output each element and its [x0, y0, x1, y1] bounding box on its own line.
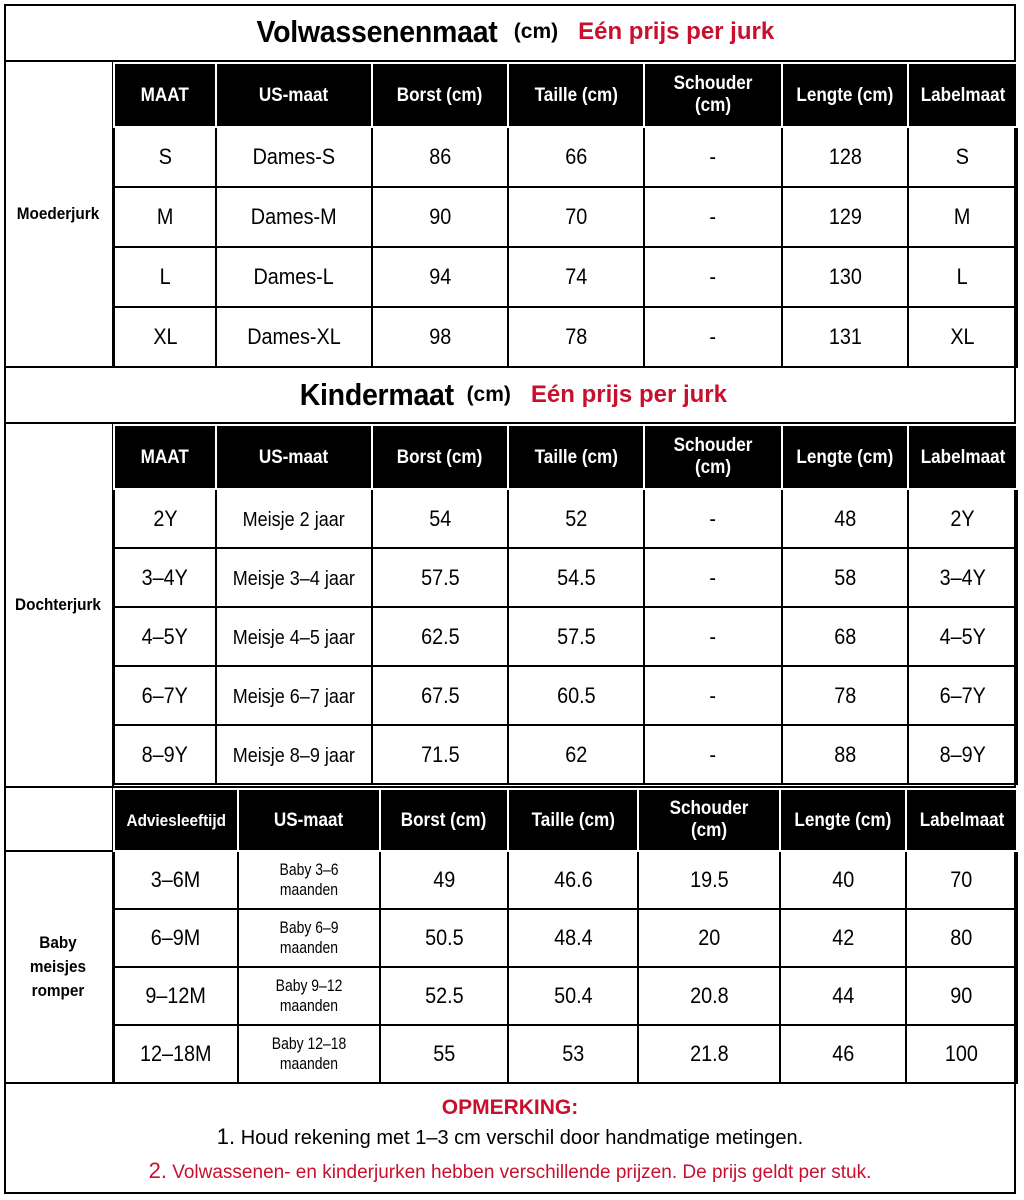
- table-cell: 46: [780, 1025, 906, 1083]
- table-cell: 128: [782, 127, 908, 187]
- table-cell: 60.5: [508, 666, 644, 725]
- table-cell: 46.6: [508, 851, 638, 909]
- column-header: Adviesleeftijd: [114, 789, 238, 851]
- table-cell: L: [114, 247, 216, 307]
- column-header: Lengte (cm): [782, 425, 908, 489]
- column-header: Taille (cm): [508, 63, 644, 127]
- table-cell: 62: [508, 725, 644, 784]
- table-row: [114, 607, 1017, 666]
- table-row: [114, 127, 1017, 187]
- table-cell: 62.5: [372, 607, 508, 666]
- table-row: [114, 187, 1017, 247]
- table-cell: 57.5: [372, 548, 508, 607]
- table-cell: 57.5: [508, 607, 644, 666]
- table-cell: Dames-S: [216, 127, 372, 187]
- table-row: [114, 725, 1017, 784]
- table-cell: 12–18M: [114, 1025, 238, 1083]
- remark-1-text: Houd rekening met 1–3 cm verschil door handmatige metingen.: [240, 1127, 804, 1149]
- kids-unit: (cm): [466, 383, 511, 406]
- remark-1: [4, 1124, 1016, 1150]
- table-cell: 3–4Y: [114, 548, 216, 607]
- remarks-title: OPMERKING:: [441, 1096, 579, 1119]
- column-header: Taille (cm): [508, 789, 638, 851]
- table-cell: 48.4: [508, 909, 638, 967]
- table-cell: -: [644, 607, 782, 666]
- table-cell: 6–7Y: [114, 666, 216, 725]
- remarks-block: [4, 1084, 1016, 1194]
- table-cell: Baby 6–9 maanden: [238, 909, 380, 967]
- table-cell: -: [644, 127, 782, 187]
- table-cell: 68: [782, 607, 908, 666]
- table-row: [114, 247, 1017, 307]
- column-header: Schouder (cm): [644, 425, 782, 489]
- table-cell: Dames-L: [216, 247, 372, 307]
- table-cell: 94: [372, 247, 508, 307]
- table-cell: 130: [782, 247, 908, 307]
- table-cell: 50.4: [508, 967, 638, 1025]
- table-cell: 6–7Y: [908, 666, 1017, 725]
- table-cell: 4–5Y: [114, 607, 216, 666]
- column-header: Schouder (cm): [638, 789, 780, 851]
- table-cell: M: [114, 187, 216, 247]
- column-header: MAAT: [114, 425, 216, 489]
- table-cell: 20.8: [638, 967, 780, 1025]
- column-header: Schouder (cm): [644, 63, 782, 127]
- table-cell: 70: [508, 187, 644, 247]
- table-cell: 20: [638, 909, 780, 967]
- table-cell: XL: [114, 307, 216, 367]
- table-cell: 42: [780, 909, 906, 967]
- table-cell: 3–6M: [114, 851, 238, 909]
- column-header: Labelmaat: [908, 425, 1017, 489]
- table-cell: 8–9Y: [114, 725, 216, 784]
- kids-size-table: [113, 424, 1018, 785]
- kids-price-note: Eén prijs per jurk: [530, 381, 727, 408]
- table-row: [114, 851, 1017, 909]
- column-header: US-maat: [238, 789, 380, 851]
- remark-2-number: 2.: [148, 1158, 167, 1183]
- table-cell: M: [908, 187, 1017, 247]
- table-cell: 21.8: [638, 1025, 780, 1083]
- table-cell: 2Y: [908, 489, 1017, 548]
- table-cell: 98: [372, 307, 508, 367]
- table-cell: Meisje 3–4 jaar: [216, 548, 372, 607]
- table-cell: 70: [906, 851, 1017, 909]
- table-cell: 52: [508, 489, 644, 548]
- table-cell: -: [644, 247, 782, 307]
- column-header: Lengte (cm): [780, 789, 906, 851]
- table-cell: Meisje 2 jaar: [216, 489, 372, 548]
- table-cell: 90: [372, 187, 508, 247]
- table-cell: Dames-M: [216, 187, 372, 247]
- table-cell: 55: [380, 1025, 508, 1083]
- column-header: MAAT: [114, 63, 216, 127]
- table-cell: 100: [906, 1025, 1017, 1083]
- table-cell: 78: [782, 666, 908, 725]
- section-label-baby-romper: Baby meisjes romper: [29, 933, 87, 1000]
- table-cell: 49: [380, 851, 508, 909]
- kids-title-band: [4, 368, 1016, 424]
- section-label-moederjurk: Moederjurk: [16, 204, 100, 223]
- table-cell: S: [908, 127, 1017, 187]
- table-row: [114, 666, 1017, 725]
- section-label-dochterjurk: Dochterjurk: [15, 595, 101, 614]
- table-cell: 58: [782, 548, 908, 607]
- table-cell: Meisje 6–7 jaar: [216, 666, 372, 725]
- remark-1-number: 1.: [216, 1124, 236, 1149]
- table-cell: 88: [782, 725, 908, 784]
- adult-title: Volwassenenmaat: [256, 14, 498, 49]
- column-header: Borst (cm): [372, 425, 508, 489]
- table-cell: 67.5: [372, 666, 508, 725]
- table-cell: 44: [780, 967, 906, 1025]
- table-cell: Baby 12–18 maanden: [238, 1025, 380, 1083]
- column-header: US-maat: [216, 63, 372, 127]
- table-cell: 53: [508, 1025, 638, 1083]
- table-row: [114, 1025, 1017, 1083]
- table-cell: 8–9Y: [908, 725, 1017, 784]
- table-cell: Baby 9–12 maanden: [238, 967, 380, 1025]
- table-cell: -: [644, 187, 782, 247]
- column-header: Lengte (cm): [782, 63, 908, 127]
- table-cell: Baby 3–6 maanden: [238, 851, 380, 909]
- adult-title-band: [4, 4, 1016, 62]
- table-cell: 54: [372, 489, 508, 548]
- column-header: Labelmaat: [908, 63, 1017, 127]
- table-row: [114, 489, 1017, 548]
- table-cell: 48: [782, 489, 908, 548]
- table-cell: 71.5: [372, 725, 508, 784]
- table-row: [114, 307, 1017, 367]
- table-cell: -: [644, 725, 782, 784]
- column-header: Labelmaat: [906, 789, 1017, 851]
- table-cell: 54.5: [508, 548, 644, 607]
- kids-title: Kindermaat: [299, 377, 454, 412]
- table-cell: -: [644, 489, 782, 548]
- table-cell: -: [644, 307, 782, 367]
- table-row: [114, 967, 1017, 1025]
- table-cell: XL: [908, 307, 1017, 367]
- table-cell: Meisje 8–9 jaar: [216, 725, 372, 784]
- table-row: [114, 909, 1017, 967]
- table-cell: 19.5: [638, 851, 780, 909]
- remark-2: [4, 1158, 1016, 1184]
- table-cell: 2Y: [114, 489, 216, 548]
- column-header: US-maat: [216, 425, 372, 489]
- table-cell: 90: [906, 967, 1017, 1025]
- adult-unit: (cm): [513, 20, 559, 43]
- table-cell: 86: [372, 127, 508, 187]
- column-header: Borst (cm): [380, 789, 508, 851]
- table-cell: -: [644, 548, 782, 607]
- adult-size-table: [113, 62, 1018, 368]
- column-header: Taille (cm): [508, 425, 644, 489]
- table-cell: 3–4Y: [908, 548, 1017, 607]
- table-cell: Meisje 4–5 jaar: [216, 607, 372, 666]
- remark-2-text: Volwassenen- en kinderjurken hebben verschillende prijzen. De prijs geldt per stuk.: [172, 1162, 872, 1183]
- table-cell: 4–5Y: [908, 607, 1017, 666]
- adult-price-note: Eén prijs per jurk: [578, 18, 775, 45]
- table-cell: -: [644, 666, 782, 725]
- table-cell: L: [908, 247, 1017, 307]
- table-cell: 131: [782, 307, 908, 367]
- table-cell: 74: [508, 247, 644, 307]
- table-cell: S: [114, 127, 216, 187]
- table-cell: 50.5: [380, 909, 508, 967]
- table-row: [114, 548, 1017, 607]
- table-cell: 129: [782, 187, 908, 247]
- baby-size-table: [113, 788, 1018, 1084]
- column-header: Borst (cm): [372, 63, 508, 127]
- table-cell: 6–9M: [114, 909, 238, 967]
- table-cell: 52.5: [380, 967, 508, 1025]
- table-cell: 66: [508, 127, 644, 187]
- table-cell: 80: [906, 909, 1017, 967]
- table-cell: 9–12M: [114, 967, 238, 1025]
- table-cell: 40: [780, 851, 906, 909]
- table-cell: 78: [508, 307, 644, 367]
- table-cell: Dames-XL: [216, 307, 372, 367]
